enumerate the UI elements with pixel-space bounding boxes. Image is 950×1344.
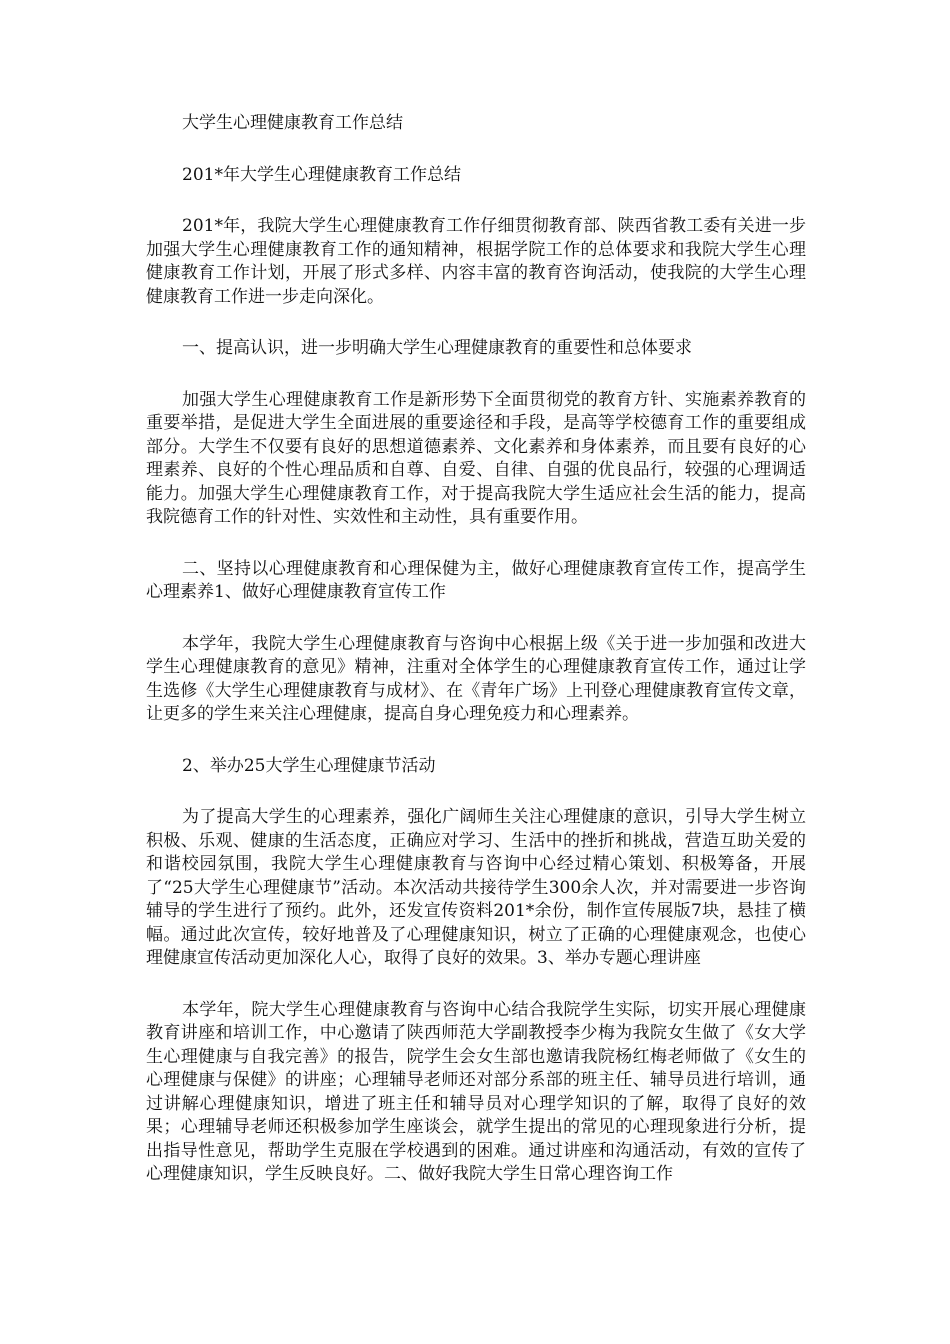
paragraph-gap: [146, 727, 806, 755]
section-heading-1: 一、提高认识，进一步明确大学生心理健康教育的重要性和总体要求: [182, 338, 692, 358]
subsection-heading: 2、举办25大学生心理健康节活动: [182, 755, 436, 776]
body-paragraph: 为了提高大学生的心理素养，强化广阔师生关注心理健康的意识，引导大学生树立积极、乐观、健康的生活态度，正确应对学习、生活中的挫折和挑战，营造互助关爱的和谐校园氛围，我院大学生心理健康教育与咨询中心经过精心策划、积极筹备，开展了“25大学生心理健康节”活动。本次活动共接待学生300余人次，并对需要进一步咨询辅导的学生进行了预约。此外，还发宣传资料201*余份，制作宣传展版7块，悬挂了横幅。通过此次宣传，较好地普及了心理健康知识，树立了正确的心理健康观念，也使心理健康宣传活动更加深化人心，取得了良好的效果。3、举办专题心理讲座: [146, 807, 806, 968]
paragraph-gap: [146, 309, 806, 337]
intro-paragraph: 201*年，我院大学生心理健康教育工作仔细贯彻教育部、陕西省教工委有关进一步加强大学生心理健康教育工作的通知精神，根据学院工作的总体要求和我院大学生心理健康教育工作计划，开展了形式多样、内容丰富的教育咨询活动，使我院的大学生心理健康教育工作进一步走向深化。: [146, 216, 806, 307]
paragraph-gap: [146, 187, 806, 215]
paragraph-gap: [146, 778, 806, 806]
section-heading-2: 二、坚持以心理健康教育和心理保健为主，做好心理健康教育宣传工作，提高学生心理素养1、做好心理健康教育宣传工作: [146, 558, 806, 602]
body-paragraph: 本学年，院大学生心理健康教育与咨询中心结合我院学生实际，切实开展心理健康教育讲座和培训工作，中心邀请了陕西师范大学副教授李少梅为我院女生做了《女大学生心理健康与自我完善》的报告，院学生会女生部也邀请我院杨红梅老师做了《女生的心理健康与保健》的讲座；心理辅导老师还对部分系部的班主任、辅导员进行培训，通过讲解心理健康知识，增进了班主任和辅导员对心理学知识的了解，取得了良好的效果；心理辅导老师还积极参加学生座谈会，就学生提出的常见的心理现象进行分析，提出指导性意见，帮助学生克服在学校遇到的困难。通过讲座和沟通活动，有效的宣传了心理健康知识，学生反映良好。二、做好我院大学生日常心理咨询工作: [146, 999, 806, 1184]
document-page: [146, 112, 806, 1187]
document-subtitle: 201*年大学生心理健康教育工作总结: [182, 164, 461, 185]
paragraph-gap: [146, 530, 806, 558]
paragraph-gap: [146, 971, 806, 999]
paragraph-gap: [146, 361, 806, 389]
paragraph-gap: [146, 605, 806, 633]
body-paragraph: 本学年，我院大学生心理健康教育与咨询中心根据上级《关于进一步加强和改进大学生心理健康教育的意见》精神，注重对全体学生的心理健康教育宣传工作，通过让学生选修《大学生心理健康教育与成材》、在《青年广场》上刊登心理健康教育宣传文章，让更多的学生来关注心理健康，提高自身心理免疫力和心理素养。: [146, 633, 806, 724]
document-title: 大学生心理健康教育工作总结: [182, 113, 403, 133]
paragraph-gap: [146, 136, 806, 164]
body-paragraph: 加强大学生心理健康教育工作是新形势下全面贯彻党的教育方针、实施素养教育的重要举措，是促进大学生全面进展的重要途径和手段，是高等学校德育工作的重要组成部分。大学生不仅要有良好的思想道德素养、文化素养和身体素养，而且要有良好的心理素养、良好的个性心理品质和自尊、自爱、自律、自强的优良品行，较强的心理调适能力。加强大学生心理健康教育工作，对于提高我院大学生适应社会生活的能力，提高我院德育工作的针对性、实效性和主动性，具有重要作用。: [146, 389, 806, 527]
